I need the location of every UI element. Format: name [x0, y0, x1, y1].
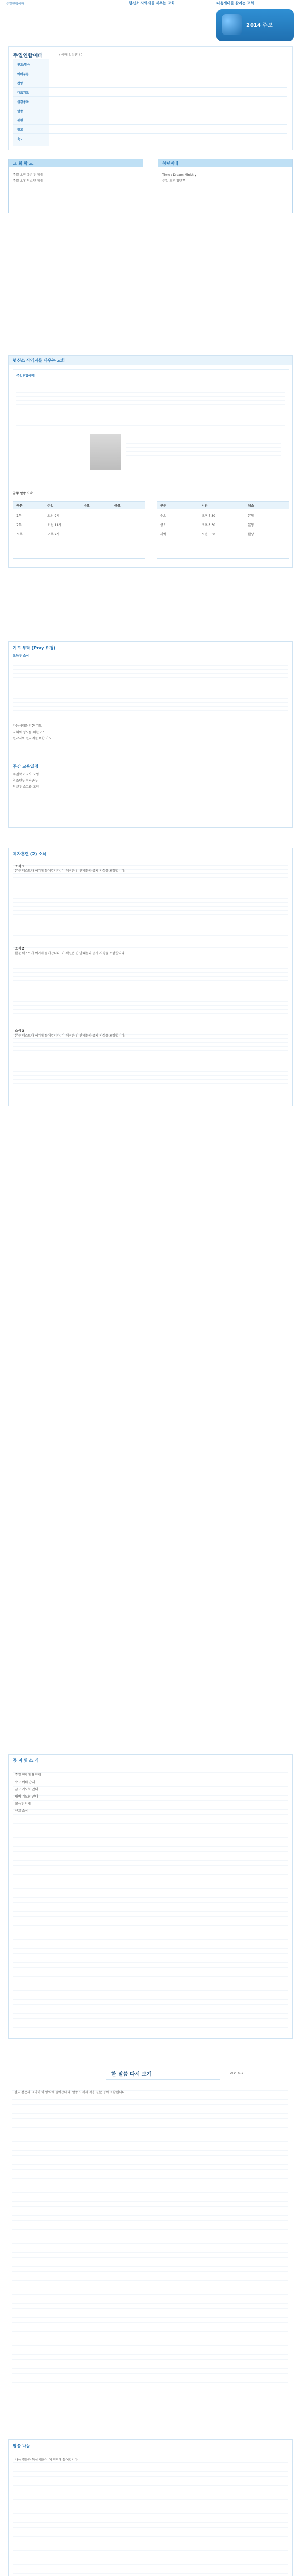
section-3-subtitle: 교육부 소식	[13, 654, 29, 658]
youth-box	[158, 159, 293, 213]
block-2-body: 본문 텍스트가 여기에 들어갑니다. 이 섹션은 긴 안내문과 공지 사항을 포함합니다.	[15, 952, 126, 955]
youth-line-2: 주일 오후 청년부	[162, 179, 186, 183]
section-4-box	[8, 848, 293, 1106]
bullet-1: 다음세대를 위한 기도	[13, 724, 42, 728]
section-7-box	[8, 2439, 293, 2576]
left-h2: 수요	[84, 504, 90, 508]
worship-order	[0, 46, 300, 155]
left-r0c0: 1부	[16, 514, 22, 518]
notice-3: 금요 기도회 안내	[15, 1788, 38, 1791]
notice-1: 주일 연합예배 안내	[15, 1773, 41, 1777]
badge-text: 2014 주보	[246, 23, 273, 28]
slogan-2: 다음세대를 살리는 교회	[216, 1, 254, 5]
row-5-label: 성경봉독	[17, 100, 29, 104]
youth-line-1: Time : Dream Ministry	[162, 173, 197, 177]
row-8-label: 광고	[17, 128, 23, 132]
slogan-1: 행신소 사역자를 세우는 교회	[129, 1, 175, 5]
left-r2c1: 오후 2시	[47, 533, 60, 536]
profile-photo	[90, 434, 121, 470]
education-box	[8, 159, 143, 213]
left-h1: 주일	[47, 504, 54, 508]
notice-5: 교육부 안내	[15, 1802, 31, 1806]
bullet-2: 교회와 성도를 위한 기도	[13, 731, 46, 734]
row-9-label: 축도	[17, 138, 23, 141]
row-6-label: 말씀	[17, 110, 23, 113]
right-h2: 장소	[248, 504, 254, 508]
right-r0c0: 수요	[160, 514, 166, 518]
section-6-box	[8, 2063, 292, 2414]
right-r2c2: 본당	[248, 533, 254, 536]
right-r1c1: 오후 8:30	[202, 523, 215, 527]
schedule-tables	[13, 501, 288, 558]
header	[0, 0, 300, 46]
right-r1c2: 본당	[248, 523, 254, 527]
section-6-subtitle: 2014. 6. 1	[230, 2072, 243, 2075]
row-3-label: 찬양	[17, 82, 23, 86]
row-2-label: 예배부름	[17, 73, 29, 76]
row-1-label: 인도/말씀	[17, 63, 30, 67]
schedule-table-right	[157, 501, 289, 559]
section-4	[0, 848, 300, 1115]
block-1-body: 본문 텍스트가 여기에 들어갑니다. 이 섹션은 긴 안내문과 공지 사항을 포함합니다.	[15, 869, 126, 873]
section-3-sub-bullets	[13, 772, 288, 818]
note-title: 금주 말씀 요약	[13, 492, 33, 495]
bullet-3: 선교사와 선교지를 위한 기도	[13, 737, 52, 740]
worship-subtitle: ( 예배 일정안내 )	[59, 53, 83, 57]
right-r2c0: 새벽	[160, 533, 166, 536]
education-line-2: 주일 오후 청소년 예배	[13, 179, 43, 183]
section-7	[0, 2439, 300, 2576]
block-3-body: 본문 텍스트가 여기에 들어갑니다. 이 섹션은 긴 안내문과 공지 사항을 포함합니다.	[15, 1034, 126, 1038]
education-title: 교 회 학 교	[13, 161, 34, 166]
sub-bullet-1: 주일학교 교사 모임	[13, 773, 39, 776]
section-3-subtitle-2: 주간 교육일정	[13, 764, 39, 769]
section-7-body: 나눔 질문과 묵상 내용이 이 영역에 들어갑니다.	[15, 2458, 79, 2462]
header-badge	[216, 9, 294, 41]
right-h0: 구분	[160, 504, 166, 508]
right-h1: 시간	[202, 504, 208, 508]
sub-bullet-3: 청년부 소그룹 모임	[13, 785, 39, 789]
education-line-1: 주일 오전 유년부 예배	[13, 173, 43, 177]
schedule-table-left	[13, 501, 145, 559]
block-3-title: 소식 3	[15, 1029, 24, 1033]
section-2	[0, 355, 300, 577]
block-1-title: 소식 1	[15, 865, 24, 868]
worship-title: 주일연합예배	[13, 53, 43, 59]
section-2-textbox	[13, 369, 289, 432]
section-7-title: 말씀 나눔	[13, 2444, 30, 2448]
left-h3: 금요	[114, 504, 121, 508]
notice-6: 선교 소식	[15, 1809, 28, 1813]
section-2-title: 행신소 사역자를 세우는 교회	[13, 358, 65, 363]
left-r1c1: 오전 11시	[47, 523, 61, 527]
section-6-title: 한 말씀 다시 보기	[111, 2072, 152, 2077]
section-4-title: 제자훈련 (2) 소식	[13, 852, 46, 856]
note-row	[13, 489, 288, 499]
section-3	[0, 641, 300, 837]
section-3-bullets	[13, 723, 288, 759]
row-7-label: 봉헌	[17, 119, 23, 123]
section-2-box	[8, 355, 293, 568]
section-3-box	[8, 641, 293, 828]
right-r0c1: 오후 7:30	[202, 514, 215, 518]
section-2-subtitle: 주일연합예배	[16, 374, 35, 378]
youth-title: 청년예배	[162, 161, 178, 166]
right-r2c1: 오전 5:30	[202, 533, 215, 536]
notice-2: 수요 예배 안내	[15, 1781, 35, 1784]
right-r0c2: 본당	[248, 514, 254, 518]
section-6-body: 설교 본문과 요약이 이 영역에 들어갑니다. 말씀 요약과 적용 질문 등이 포함됩니다.	[14, 2091, 126, 2094]
block-2-title: 소식 2	[15, 947, 24, 951]
church-logo-icon	[222, 14, 242, 35]
sub-bullet-2: 청소년부 성경공부	[13, 779, 38, 783]
left-r0c1: 오전 9시	[47, 514, 60, 518]
row-4-label: 대표기도	[17, 91, 29, 95]
section-5-title: 공 지 및 소 식	[13, 1758, 39, 1763]
section-5	[0, 1754, 300, 2048]
left-tag: 주일연합예배	[6, 2, 24, 6]
section-5-box	[8, 1754, 293, 2039]
weekly-boxes	[0, 155, 300, 216]
right-r1c0: 금요	[160, 523, 166, 527]
worship-order-box	[8, 46, 293, 150]
section-3-title: 기도 부탁 (Pray 요청)	[13, 646, 56, 650]
notice-4: 새벽 기도회 안내	[15, 1795, 38, 1799]
section-6	[0, 2063, 300, 2424]
profile-row	[13, 434, 288, 485]
worship-table	[13, 59, 287, 146]
left-r1c0: 2부	[16, 523, 22, 527]
left-r2c0: 오후	[16, 533, 23, 536]
left-h0: 구분	[16, 504, 23, 508]
